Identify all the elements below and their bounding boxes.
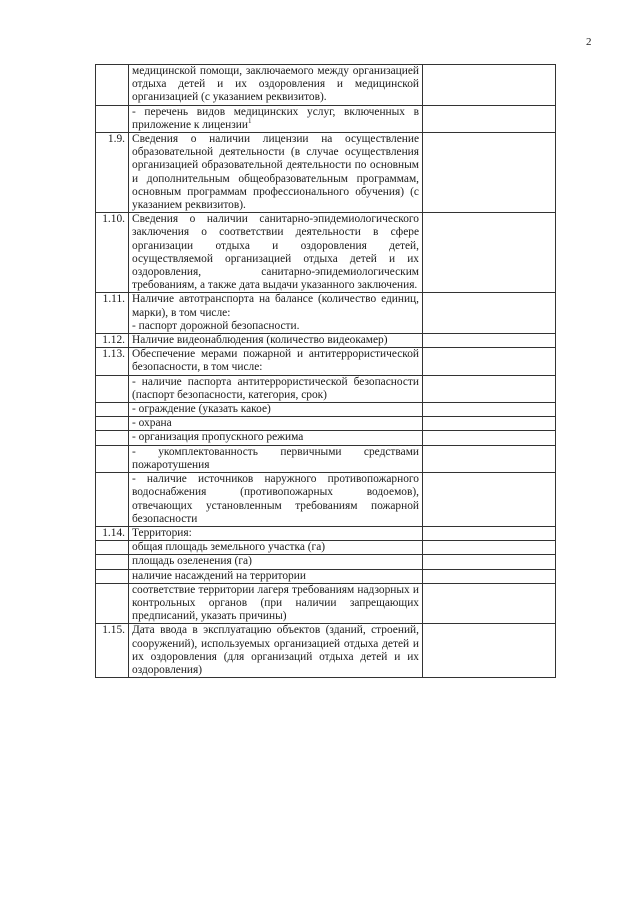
- table-row: [96, 348, 556, 375]
- row-value-field[interactable]: [423, 403, 556, 417]
- row-description-text: - наличие паспорта антитеррористической безопасности (паспорт безопасности, категория, срок): [132, 375, 419, 401]
- row-description: [129, 213, 423, 293]
- row-value-field[interactable]: [423, 473, 556, 527]
- row-value-field[interactable]: [423, 105, 556, 132]
- row-description-text: - перечень видов медицинских услуг, включенных в приложение к лицензии: [132, 105, 419, 131]
- table-row: [96, 417, 556, 431]
- table-row: [96, 105, 556, 132]
- row-description: [129, 334, 423, 348]
- row-description: [129, 526, 423, 540]
- row-description-text: площадь озеленения (га): [132, 555, 252, 568]
- row-value-field[interactable]: [423, 293, 556, 334]
- row-description: [129, 105, 423, 132]
- row-description: [129, 555, 423, 569]
- row-number: [96, 65, 129, 106]
- row-number: 1.13.: [96, 348, 129, 375]
- row-number: [96, 431, 129, 445]
- row-description-text: наличие насаждений на территории: [132, 569, 306, 582]
- row-description-text: Наличие автотранспорта на балансе (количество единиц, марки), в том числе: - паспорт дорожной безопасности.: [132, 293, 419, 332]
- row-description-text: - ограждение (указать какое): [132, 403, 271, 416]
- row-number: 1.11.: [96, 293, 129, 334]
- row-description: [129, 417, 423, 431]
- table-row: [96, 473, 556, 527]
- row-description-text: - наличие источников наружного противопожарного водоснабжения (противопожарных водоемов), отвечающих установленным требованиям пожарной безопасности: [132, 473, 419, 525]
- row-number: [96, 403, 129, 417]
- row-description-text: соответствие территории лагеря требованиям надзорных и контрольных органов (при наличии запрещающих предписаний, указать причины): [132, 583, 419, 623]
- row-description-text: Наличие видеонаблюдения (количество видеокамер): [132, 334, 388, 347]
- row-number: 1.12.: [96, 334, 129, 348]
- row-value-field[interactable]: [423, 569, 556, 583]
- table-row: [96, 541, 556, 555]
- row-description: [129, 624, 423, 678]
- row-description: [129, 583, 423, 624]
- table-row: [96, 293, 556, 334]
- footnote-mark: 1: [247, 117, 252, 126]
- row-value-field[interactable]: [423, 445, 556, 472]
- row-description: [129, 375, 423, 402]
- row-number: [96, 555, 129, 569]
- row-value-field[interactable]: [423, 555, 556, 569]
- row-value-field[interactable]: [423, 541, 556, 555]
- row-description: [129, 569, 423, 583]
- table-row: [96, 526, 556, 540]
- row-description: [129, 445, 423, 472]
- row-description: [129, 293, 423, 334]
- table-row: [96, 555, 556, 569]
- row-description-text: Дата ввода в эксплуатацию объектов (зданий, строений, сооружений), используемых организацией отдыха детей и их оздоровления (для организаций отдыха детей и их оздоровления): [132, 624, 419, 676]
- row-description-text: Сведения о наличии лицензии на осуществление образовательной деятельности (в случае осуществления организацией образовательной деятельности по основным и дополнительным общеобразовательным программам, основным программам профессионального обучения) (с указанием реквизитов).: [132, 133, 419, 212]
- row-description: [129, 133, 423, 213]
- row-number: [96, 541, 129, 555]
- row-value-field[interactable]: [423, 526, 556, 540]
- row-number: 1.15.: [96, 624, 129, 678]
- row-value-field[interactable]: [423, 213, 556, 293]
- table-row: [96, 375, 556, 402]
- row-description: [129, 431, 423, 445]
- row-number: [96, 375, 129, 402]
- row-number: [96, 105, 129, 132]
- row-description: [129, 65, 423, 106]
- row-description: [129, 348, 423, 375]
- row-value-field[interactable]: [423, 334, 556, 348]
- row-number: [96, 445, 129, 472]
- row-value-field[interactable]: [423, 431, 556, 445]
- table-body: [96, 65, 556, 678]
- table-row: [96, 624, 556, 678]
- table-row: [96, 583, 556, 624]
- row-number: 1.14.: [96, 526, 129, 540]
- page-number: 2: [586, 36, 592, 48]
- row-number: 1.10.: [96, 213, 129, 293]
- row-description-text: медицинской помощи, заключаемого между организацией отдыха детей и их оздоровления и медицинской организацией (с указанием реквизитов).: [132, 65, 419, 104]
- row-value-field[interactable]: [423, 417, 556, 431]
- row-description-text: - охрана: [132, 417, 172, 430]
- table-row: [96, 431, 556, 445]
- row-number: [96, 473, 129, 527]
- row-value-field[interactable]: [423, 348, 556, 375]
- table-row: [96, 65, 556, 106]
- table-row: [96, 445, 556, 472]
- row-description: [129, 403, 423, 417]
- table-row: [96, 133, 556, 213]
- row-description: [129, 473, 423, 527]
- table-row: [96, 569, 556, 583]
- row-value-field[interactable]: [423, 583, 556, 624]
- row-description-text: Территория:: [132, 526, 192, 539]
- questionnaire-table: [95, 64, 556, 678]
- table-row: [96, 213, 556, 293]
- row-description-text: общая площадь земельного участка (га): [132, 541, 326, 554]
- table-row: [96, 403, 556, 417]
- row-value-field[interactable]: [423, 65, 556, 106]
- row-value-field[interactable]: [423, 133, 556, 213]
- row-value-field[interactable]: [423, 375, 556, 402]
- row-number: [96, 583, 129, 624]
- row-description-text: Сведения о наличии санитарно-эпидемиологического заключения о соответствии деятельности в сфере организации отдыха и оздоровления детей, осуществляемой организацией отдыха детей и их оздоровления, санитарно-эпидемиологическим требованиям, а также дата выдачи указанного заключения.: [132, 213, 419, 292]
- row-description: [129, 541, 423, 555]
- table-row: [96, 334, 556, 348]
- row-number: [96, 569, 129, 583]
- row-value-field[interactable]: [423, 624, 556, 678]
- row-description-text: - организация пропускного режима: [132, 431, 304, 444]
- row-description-text: Обеспечение мерами пожарной и антитеррористической безопасности, в том числе:: [132, 348, 419, 374]
- row-number: [96, 417, 129, 431]
- row-description-text: - укомплектованность первичными средствами пожаротушения: [132, 445, 419, 471]
- row-number: 1.9.: [96, 133, 129, 213]
